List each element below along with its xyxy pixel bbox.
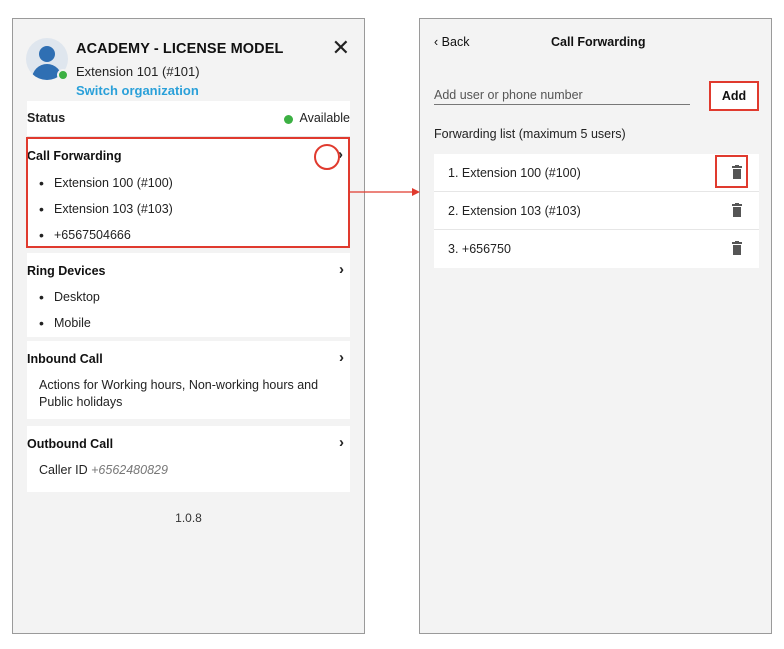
- back-label: Back: [441, 35, 470, 49]
- caller-id-label: Caller ID: [39, 463, 88, 477]
- call-forwarding-chevron-icon[interactable]: ›: [338, 146, 343, 163]
- inbound-call-title: Inbound Call: [27, 352, 103, 366]
- inbound-call-card[interactable]: [27, 341, 350, 419]
- close-icon[interactable]: ✕: [331, 35, 350, 60]
- forwarding-entry-text: 2. Extension 103 (#103): [448, 204, 581, 218]
- back-chevron-icon: ‹: [434, 35, 439, 49]
- list-item: [434, 192, 759, 230]
- profile-panel: [12, 18, 365, 634]
- trash-icon[interactable]: [732, 241, 742, 255]
- ring-devices-list: [39, 284, 100, 336]
- list-item: • Desktop: [39, 284, 100, 310]
- ring-devices-chevron-icon[interactable]: ›: [339, 261, 344, 278]
- forwarding-list: [434, 154, 759, 268]
- app-version: 1.0.8: [175, 511, 202, 525]
- status-row: [27, 101, 350, 137]
- trash-icon[interactable]: [732, 203, 742, 217]
- list-item: [434, 154, 759, 192]
- available-dot-icon: [284, 115, 293, 124]
- outbound-call-title: Outbound Call: [27, 437, 114, 451]
- caller-id-value: +6562480829: [91, 463, 168, 477]
- avatar-head: [39, 46, 55, 62]
- list-item: • Mobile: [39, 310, 100, 336]
- status-label: Status: [27, 111, 66, 125]
- forwarding-list-label: Forwarding list (maximum 5 users): [434, 127, 626, 141]
- trash-highlight: [715, 155, 748, 188]
- list-item: [434, 230, 759, 268]
- ring-devices-title: Ring Devices: [27, 264, 106, 278]
- inbound-call-description: Actions for Working hours, Non-working hours and Public holidays: [39, 378, 319, 409]
- call-forwarding-title: Call Forwarding: [27, 149, 122, 163]
- organization-name: ACADEMY - LICENSE MODEL: [76, 41, 284, 57]
- caller-id: [39, 463, 168, 477]
- switch-organization-link[interactable]: Switch organization: [76, 83, 199, 98]
- extension-label: Extension 101 (#101): [76, 64, 200, 79]
- forwarding-entry-text: 1. Extension 100 (#100): [448, 166, 581, 180]
- profile-header: [13, 19, 364, 101]
- list-item: • Extension 100 (#100): [39, 170, 173, 196]
- list-item: • +6567504666: [39, 222, 173, 248]
- outbound-call-card[interactable]: [27, 426, 350, 492]
- add-button[interactable]: Add: [709, 81, 759, 111]
- list-item: • Extension 103 (#103): [39, 196, 173, 222]
- call-forwarding-highlight: [26, 137, 350, 248]
- inbound-call-chevron-icon[interactable]: ›: [339, 349, 344, 366]
- page-title: Call Forwarding: [551, 35, 646, 49]
- ring-devices-card[interactable]: [27, 253, 350, 337]
- forwarding-entry-text: 3. +656750: [448, 242, 511, 256]
- add-user-input[interactable]: [434, 85, 690, 105]
- chevron-highlight: [314, 144, 340, 170]
- call-forwarding-panel: [419, 18, 772, 634]
- outbound-call-chevron-icon[interactable]: ›: [339, 434, 344, 451]
- status-value: Available: [299, 111, 350, 125]
- presence-indicator: [57, 69, 69, 81]
- back-button[interactable]: [434, 35, 469, 49]
